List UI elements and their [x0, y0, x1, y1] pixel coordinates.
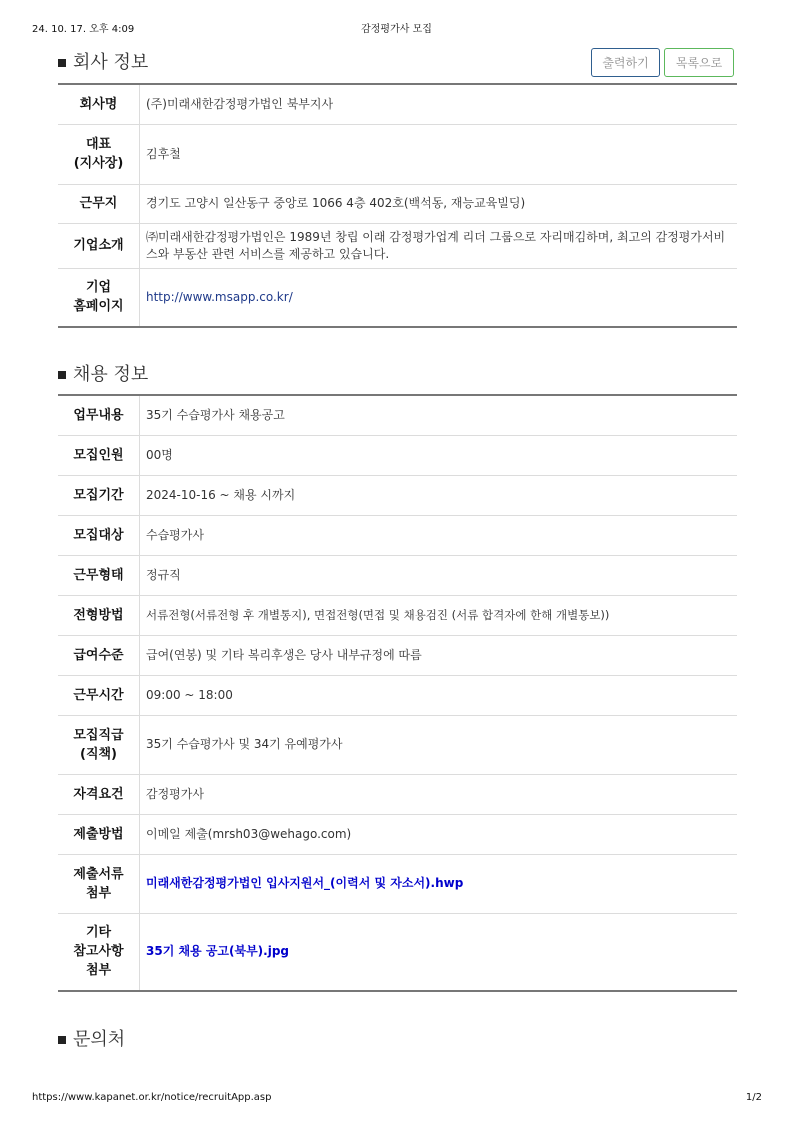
row-label: 모집직급 (직책): [58, 715, 140, 774]
row-label: 업무내용: [58, 395, 140, 435]
row-label: 근무시간: [58, 675, 140, 715]
company-section-heading: [58, 48, 148, 74]
row-label: 근무지: [58, 184, 140, 223]
job-description-value: 35기 수습평가사 채용공고: [146, 407, 285, 422]
row-label: 모집기간: [58, 475, 140, 515]
table-row: [58, 595, 737, 635]
table-row: [58, 555, 737, 595]
table-row: [58, 814, 737, 854]
print-button[interactable]: 출력하기: [591, 48, 660, 77]
table-row: [58, 223, 737, 268]
headcount-value: 00명: [140, 435, 738, 475]
contact-section-heading: [58, 1025, 125, 1051]
company-section-title: 회사 정보: [73, 52, 149, 73]
work-hours-value: 09:00 ~ 18:00: [140, 675, 738, 715]
qualification-value: 감정평가사: [140, 774, 738, 814]
square-bullet-icon: [58, 371, 66, 379]
row-label: 전형방법: [58, 595, 140, 635]
work-location-value: 경기도 고양시 일산동구 중앙로 1066 4층 402호(백석동, 재능교육빌딩): [140, 184, 738, 223]
back-to-list-button[interactable]: 목록으로: [664, 48, 734, 77]
row-label: 근무형태: [58, 555, 140, 595]
table-row: [58, 913, 737, 991]
row-label: 기업소개: [58, 223, 140, 268]
table-row: [58, 435, 737, 475]
table-row: [58, 395, 737, 435]
selection-process-value: 서류전형(서류전형 후 개별통지), 면접전형(면접 및 채용검진 (서류 합격자에 한해 개별통보)): [140, 595, 738, 635]
row-label: 제출서류 첨부: [58, 854, 140, 913]
table-row: [58, 84, 737, 124]
print-page-number: 1/2: [745, 1092, 762, 1103]
table-row: [58, 774, 737, 814]
row-label: 대표 (지사장): [58, 124, 140, 184]
recruit-period-value: 2024-10-16 ~ 채용 시까지: [140, 475, 738, 515]
table-row: [58, 184, 737, 223]
row-label: 모집인원: [58, 435, 140, 475]
print-date: 24. 10. 17. 오후 4:09: [32, 24, 135, 35]
homepage-link[interactable]: http://www.msapp.co.kr/: [146, 289, 293, 304]
square-bullet-icon: [58, 1036, 66, 1044]
table-row: [58, 635, 737, 675]
recruit-section-title: 채용 정보: [73, 364, 149, 385]
table-row: [58, 124, 737, 184]
recruit-info-table: [58, 394, 737, 992]
row-label: 회사명: [58, 84, 140, 124]
notice-image-file-link[interactable]: 35기 채용 공고(북부).jpg: [146, 944, 290, 959]
salary-value: 급여(연봉) 및 기타 복리후생은 당사 내부규정에 따름: [140, 635, 738, 675]
row-label: 기업 홈페이지: [58, 268, 140, 327]
table-row: [58, 675, 737, 715]
table-row: [58, 475, 737, 515]
ceo-value: 김후철: [140, 124, 738, 184]
table-row: [58, 515, 737, 555]
table-row: [58, 854, 737, 913]
recruit-section-heading: [58, 360, 148, 386]
table-row: [58, 268, 737, 327]
table-row: [58, 715, 737, 774]
company-name-value: (주)미래새한감정평가법인 북부지사: [146, 96, 334, 111]
target-value: 수습평가사: [140, 515, 738, 555]
company-info-table: [58, 83, 737, 328]
row-label: 기타 참고사항 첨부: [58, 913, 140, 991]
position-value: 35기 수습평가사 및 34기 유예평가사: [140, 715, 738, 774]
company-intro-value: ㈜미래새한감정평가법인은 1989년 창립 이래 감정평가업계 리더 그룹으로 자리매김하며, 최고의 감정평가서비스와 부동산 관련 서비스를 제공하고 있습니다.: [140, 223, 738, 268]
row-label: 제출방법: [58, 814, 140, 854]
print-title: 감정평가사 모집: [361, 24, 432, 35]
row-label: 급여수준: [58, 635, 140, 675]
row-label: 모집대상: [58, 515, 140, 555]
contact-section-title: 문의처: [73, 1029, 126, 1050]
row-label: 자격요건: [58, 774, 140, 814]
employment-type-value: 정규직: [140, 555, 738, 595]
application-form-file-link[interactable]: 미래새한감정평가법인 입사지원서_(이력서 및 자소서).hwp: [146, 876, 464, 890]
submission-method-value: 이메일 제출(mrsh03@wehago.com): [140, 814, 738, 854]
print-footer-url: https://www.kapanet.or.kr/notice/recruitApp.asp: [32, 1092, 272, 1103]
square-bullet-icon: [58, 59, 66, 67]
